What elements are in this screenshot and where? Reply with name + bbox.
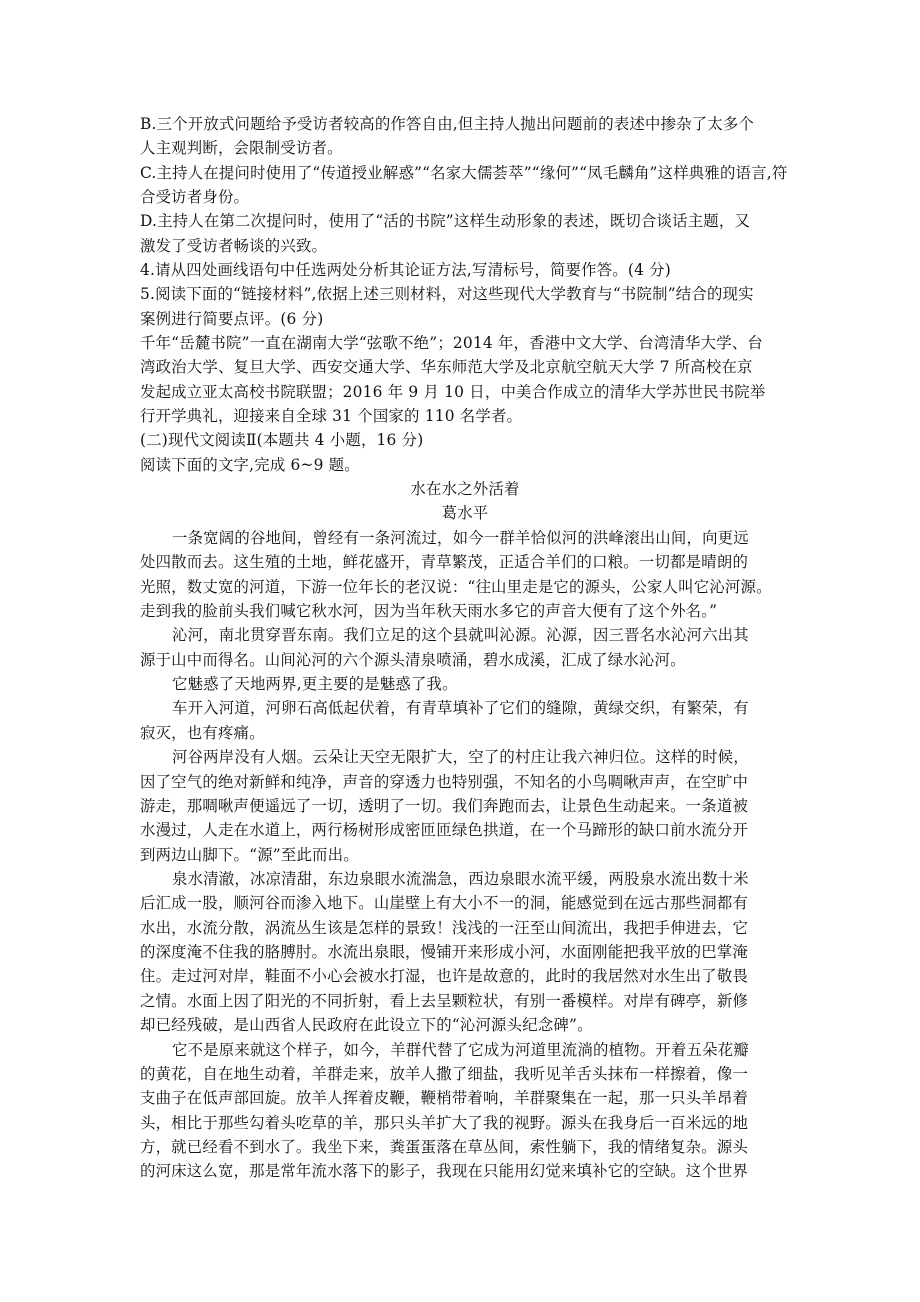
- paragraph-1-line-4: 走到我的脸前头我们喊它秋水河，因为当年秋天雨水多它的声音大便有了这个外名。”: [140, 602, 718, 620]
- link-material-line-3: 发起成立亚太高校书院联盟；2016 年 9 月 10 日，中美合作成立的清华大学苏世民书院举: [140, 383, 766, 401]
- link-material-line-1: 千年“岳麓书院”一直在湖南大学“弦歌不绝”；2014 年，香港中文大学、台湾清华大学、台: [140, 334, 764, 352]
- option-d-line-2: 激发了受访者畅谈的兴致。: [140, 237, 328, 255]
- paragraph-5-line-3: 游走，那啁啾声便遥远了一切，透明了一切。我们奔跑而去，让景色生动起来。一条道被: [140, 797, 749, 815]
- paragraph-5-line-2: 因了空气的绝对新鲜和纯净，声音的穿透力也特别强，不知名的小鸟啁啾声声，在空旷中: [140, 773, 749, 791]
- option-c-line-2: 合受访者身份。: [140, 188, 250, 206]
- option-c-line-1: C.主持人在提问时使用了“传道授业解惑”“名家大儒荟萃”“缘何”“凤毛麟角”这样典雅的语言,符: [140, 164, 788, 182]
- paragraph-4-line-2: 寂灭，也有疼痛。: [140, 724, 265, 742]
- paragraph-7-line-6: 的河床这么宽，那是常年流水落下的影子，我现在只能用幻觉来填补它的空缺。这个世界: [140, 1162, 749, 1180]
- question-5-line-1: 5.阅读下面的“链接材料”,依据上述三则材料，对这些现代大学教育与“书院制”结合的现实: [140, 285, 754, 303]
- paragraph-6-line-5: 住。走过河对岸，鞋面不小心会被水打湿，也许是故意的，此时的我居然对水生出了敬畏: [140, 967, 749, 985]
- question-5-line-2: 案例进行简要点评。(6 分): [140, 310, 324, 328]
- paragraph-7-line-2: 的黄花，自在地生动着，羊群走来，放羊人撒了细盐，我听见羊舌头抹布一样擦着，像一: [140, 1065, 749, 1083]
- instruction: 阅读下面的文字,完成 6~9 题。: [140, 456, 360, 474]
- paragraph-6-line-1: 泉水清澈，冰凉清甜，东边泉眼水流湍急，西边泉眼水流平缓，两股泉水流出数十米: [172, 870, 749, 888]
- paragraph-1-line-1: 一条宽阔的谷地间，曾经有一条河流过，如今一群羊恰似河的洪峰滚出山间，向更远: [172, 529, 749, 547]
- paragraph-5-line-1: 河谷两岸没有人烟。云朵让天空无限扩大，空了的村庄让我六神归位。这样的时候，: [172, 748, 749, 766]
- section-heading: (二)现代文阅读Ⅱ(本题共 4 小题，16 分): [140, 431, 424, 449]
- link-material-line-2: 湾政治大学、复旦大学、西安交通大学、华东师范大学及北京航空航天大学 7 所高校在京: [140, 358, 753, 376]
- paragraph-6-line-3: 水出，水流分散，涡流丛生该是怎样的景致！浅浅的一汪至山间流出，我把手伸进去，它: [140, 919, 749, 937]
- link-material-line-4: 行开学典礼，迎接来自全球 31 个国家的 110 名学者。: [140, 407, 523, 425]
- paragraph-5-line-4: 水漫过，人走在水道上，两行杨树形成密匝匝绿色拱道，在一个马蹄形的缺口前水流分开: [140, 821, 749, 839]
- essay-author: 葛水平: [441, 504, 489, 522]
- paragraph-6-line-2: 后汇成一股，顺河谷而渗入地下。山崖壁上有大小不一的洞，能感觉到在远古那些洞都有: [140, 894, 749, 912]
- paragraph-5-line-5: 到两边山脚下。“源”至此而出。: [140, 846, 359, 864]
- option-b-line-1: B.三个开放式问题给予受访者较高的作答自由,但主持人抛出问题前的表述中掺杂了太多个: [140, 115, 755, 133]
- essay-title: 水在水之外活着: [410, 480, 520, 498]
- option-d-line-1: D.主持人在第二次提问时，使用了“活的书院”这样生动形象的表述，既切合谈话主题，又: [140, 212, 751, 230]
- paragraph-6-line-4: 的深度淹不住我的胳膊肘。水流出泉眼，慢铺开来形成小河，水面刚能把我平放的巴掌淹: [140, 943, 749, 961]
- paragraph-7-line-1: 它不是原来就这个样子，如今，羊群代替了它成为河道里流淌的植物。开着五朵花瓣: [172, 1041, 749, 1059]
- paragraph-6-line-6: 之情。水面上因了阳光的不同折射，看上去呈颗粒状，有别一番模样。对岸有碑亭，新修: [140, 992, 749, 1010]
- paragraph-1-line-3: 光照，数丈宽的河道，下游一位年长的老汉说：“往山里走是它的源头，公家人叫它沁河源。: [140, 578, 772, 596]
- paragraph-7-line-5: 方，就已经看不到水了。我坐下来，粪蛋蛋落在草丛间，索性躺下，我的情绪复杂。源头: [140, 1138, 749, 1156]
- paragraph-2-line-2: 源于山中而得名。山间沁河的六个源头清泉喷涌，碧水成溪，汇成了绿水沁河。: [140, 651, 686, 669]
- paragraph-1-line-2: 处四散而去。这生殖的土地，鲜花盛开，青草繁茂，正适合羊们的口粮。一切都是晴朗的: [140, 553, 749, 571]
- option-b-line-2: 人主观判断，会限制受访者。: [140, 139, 343, 157]
- paragraph-7-line-3: 支曲子在低声部回旋。放羊人挥着皮鞭，鞭梢带着响，羊群聚集在一起，那一只头羊昂着: [140, 1089, 749, 1107]
- paragraph-4-line-1: 车开入河道，河卵石高低起伏着，有青草填补了它们的缝隙，黄绿交织，有繁荣，有: [172, 699, 749, 717]
- paragraph-6-line-7: 却已经残破，是山西省人民政府在此设立下的“沁河源头纪念碑”。: [140, 1016, 593, 1034]
- paragraph-3-line-1: 它魅惑了天地两界,更主要的是魅惑了我。: [172, 675, 458, 693]
- paragraph-2-line-1: 沁河，南北贯穿晋东南。我们立足的这个县就叫沁源。沁源，因三晋名水沁河六出其: [172, 626, 749, 644]
- paragraph-7-line-4: 头，相比于那些勾着头吃草的羊，那只头羊扩大了我的视野。源头在我身后一百米远的地: [140, 1114, 749, 1132]
- question-4: 4.请从四处画线语句中任选两处分析其论证方法,写清标号，简要作答。(4 分): [140, 261, 671, 279]
